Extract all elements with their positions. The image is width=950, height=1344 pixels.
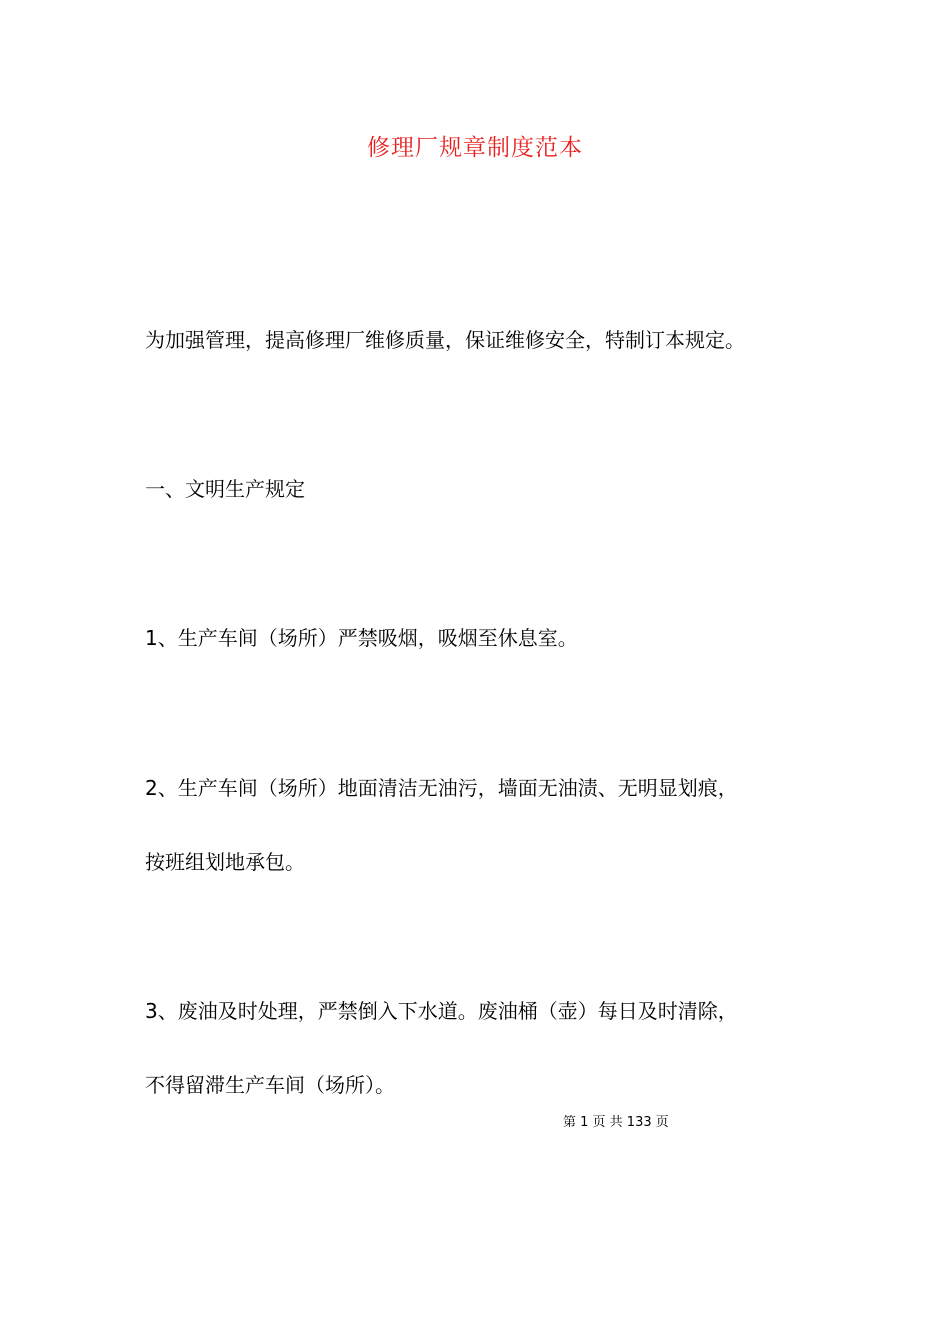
rule-item-1: 1、生产车间（场所）严禁吸烟，吸烟至休息室。 — [145, 626, 578, 650]
rule-item-2-line-2: 按班组划地承包。 — [145, 850, 305, 874]
section-heading-civilized-production: 一、文明生产规定 — [145, 477, 305, 501]
rule-item-3-line-2: 不得留滞生产车间（场所）。 — [145, 1073, 395, 1097]
document-title: 修理厂规章制度范本 — [367, 135, 583, 161]
page-footer: 第 1 页 共 133 页 — [563, 1115, 669, 1130]
intro-paragraph: 为加强管理，提高修理厂维修质量，保证维修安全，特制订本规定。 — [145, 328, 745, 352]
rule-item-3-line-1: 3、废油及时处理，严禁倒入下水道。废油桶（壶）每日及时清除， — [145, 999, 738, 1023]
rule-item-2-line-1: 2、生产车间（场所）地面清洁无油污，墙面无油渍、无明显划痕， — [145, 776, 738, 800]
